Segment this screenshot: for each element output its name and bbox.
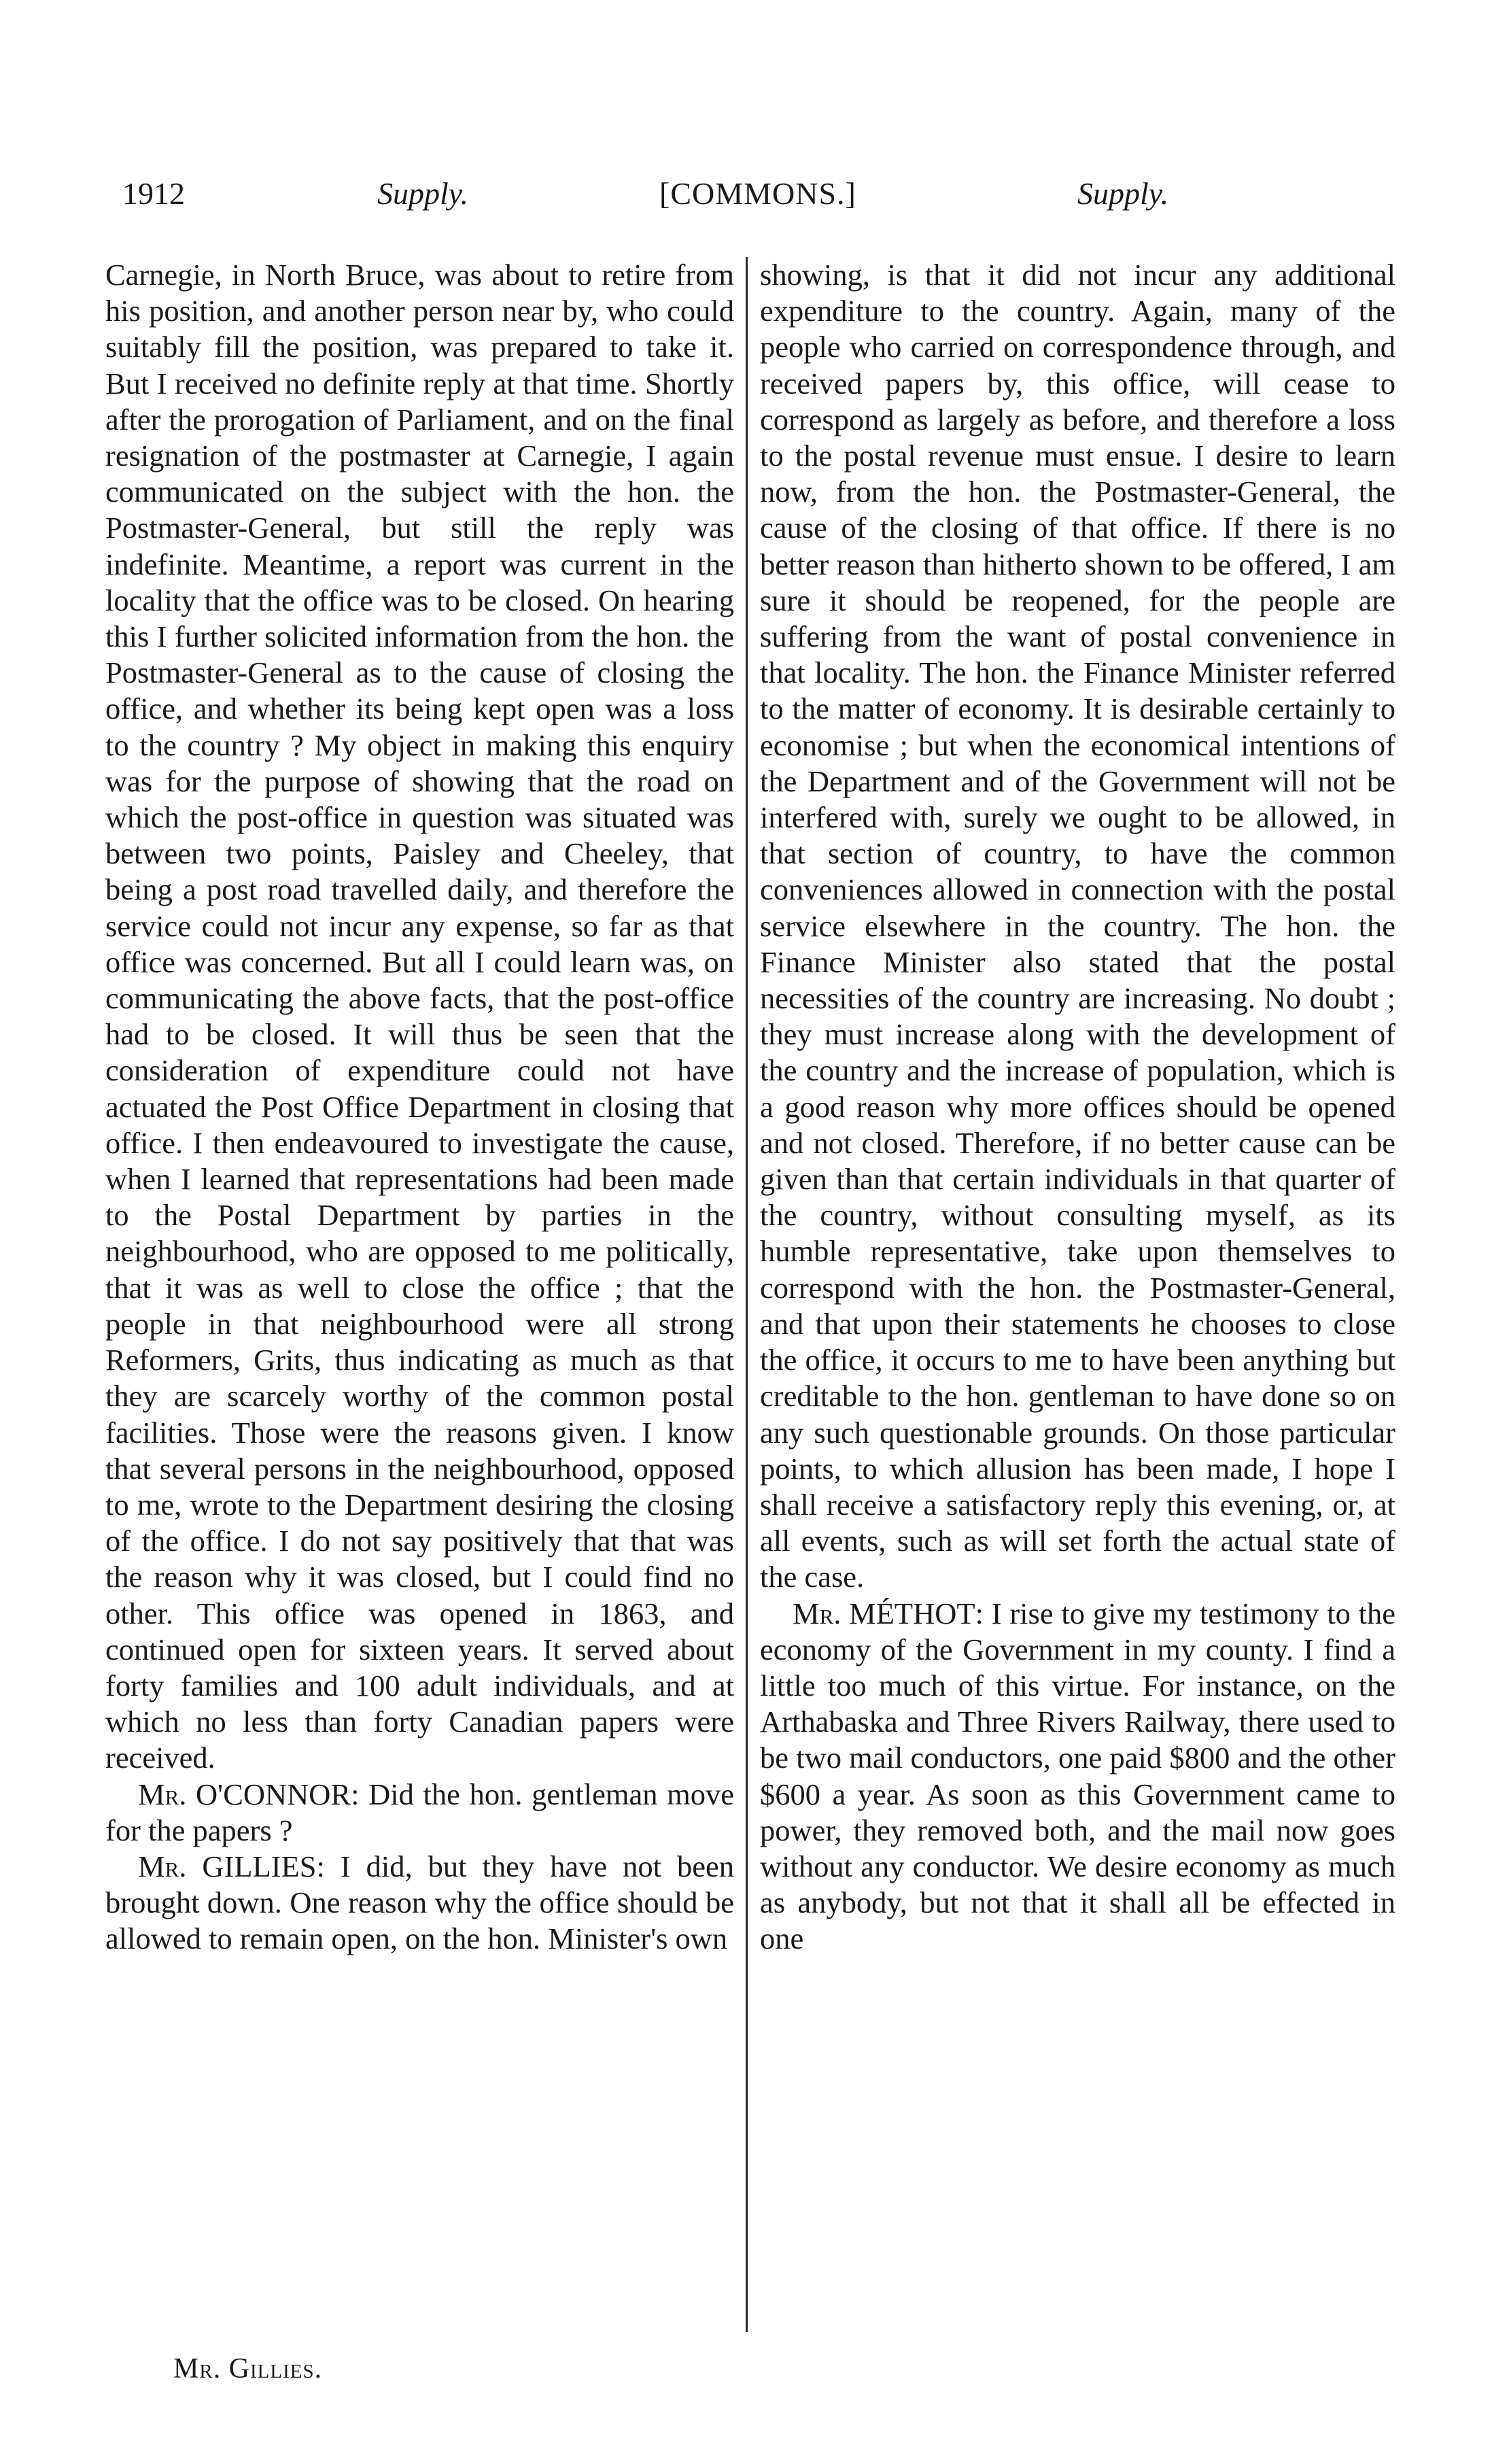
column-divider bbox=[746, 257, 748, 2332]
page-footer-catchword: Mr. Gillies. bbox=[173, 2353, 323, 2384]
running-title-left: Supply. bbox=[377, 176, 469, 211]
running-title-center: [COMMONS.] bbox=[659, 176, 856, 211]
page-header bbox=[116, 175, 1393, 230]
right-paragraph-2 bbox=[760, 1596, 1395, 1957]
left-column bbox=[105, 257, 734, 1957]
page-number: 1912 bbox=[122, 176, 185, 211]
right-column bbox=[760, 257, 1395, 1957]
speaker-name: Mr. O'CONNOR bbox=[138, 1777, 351, 1811]
speech-text: : Did the hon. gentleman move for the papers ? bbox=[105, 1777, 735, 1847]
speaker-name: Mr. MÉTHOT bbox=[793, 1596, 975, 1630]
speaker-name: Mr. GILLIES bbox=[138, 1849, 317, 1883]
speech-text: : I rise to give my testimony to the economy of the Government in my county. I find a little too much of this virtue. For instance, on the Arthabaska and Three Rivers Railway, there used to be two mail conductors, one paid $800 and the other $600 a year. As soon as this Government came to power, they removed both, and the mail now goes without any conductor. We desire economy as much as anybody, but not that it shall all be effected in one bbox=[760, 1596, 1395, 1956]
running-title-right: Supply. bbox=[1077, 176, 1169, 211]
left-paragraph-2 bbox=[105, 1777, 734, 1849]
right-paragraph-1: showing, is that it did not incur any additional expenditure to the country. Again, many of the people who carried on correspondence through, and received papers by, this office, will cease to correspond as largely as before, and therefore a loss to the postal revenue must ensue. I desire to learn now, from the hon. the Postmaster-General, the cause of the closing of that office. If there is no better reason than hitherto shown to be offered, I am sure it should be reopened, for the people are suffering from the want of postal convenience in that locality. The hon. the Finance Minister referred to the matter of economy. It is desirable certainly to economise ; but when the economical intentions of the Department and of the Government will not be interfered with, surely we ought to be allowed, in that section of country, to have the common conveniences allowed in connection with the postal service elsewhere in the country. The hon. the Finance Minister also stated that the postal necessities of the country are increasing. No doubt ; they must increase along with the development of the country and the increase of population, which is a good reason why more offices should be opened and not closed. Therefore, if no better cause can be given than that certain individuals in that quarter of the country, without consulting myself, as its humble representative, take upon themselves to correspond with the hon. the Postmaster-General, and that upon their statements he chooses to close the office, it occurs to me to have been anything but creditable to the hon. gentleman to have done so on any such questionable grounds. On those particular points, to which allusion has been made, I hope I shall receive a satisfactory reply this evening, or, at all events, such as will set forth the actual state of the case. bbox=[760, 258, 1395, 1594]
left-paragraph-1: Carnegie, in North Bruce, was about to retire from his position, and another person near by, who could suitably fill the position, was prepared to take it. But I received no definite reply at that time. Shortly after the prorogation of Parliament, and on the final resignation of the postmaster at Carnegie, I again communicated on the subject with the hon. the Postmaster-General, but still the reply was indefinite. Meantime, a report was current in the locality that the office was to be closed. On hearing this I further solicited information from the hon. the Postmaster-General as to the cause of closing the office, and whether its being kept open was a loss to the country ? My object in making this enquiry was for the purpose of showing that the road on which the post-office in question was situated was between two points, Paisley and Cheeley, that being a post road travelled daily, and therefore the service could not incur any expense, so far as that office was concerned. But all I could learn was, on communicating the above facts, that the post-office had to be closed. It will thus be seen that the consideration of expenditure could not have actuated the Post Office Department in closing that office. I then endeavoured to investigate the cause, when I learned that representations had been made to the Postal Department by parties in the neighbourhood, who are opposed to me politically, that it was as well to close the office ; that the people in that neighbourhood were all strong Reformers, Grits, thus indicating as much as that they are scarcely worthy of the common postal facilities. Those were the reasons given. I know that several persons in the neighbourhood, opposed to me, wrote to the Department desiring the closing of the office. I do not say positively that that was the reason why it was closed, but I could find no other. This office was opened in 1863, and continued open for sixteen years. It served about forty families and 100 adult individuals, and at which no less than forty Canadian papers were received. bbox=[105, 258, 734, 1775]
left-paragraph-3 bbox=[105, 1849, 734, 1957]
speech-text: : I did, but they have not been brought down. One reason why the office should be allowed to remain open, on the hon. Minister's own bbox=[105, 1849, 734, 1956]
